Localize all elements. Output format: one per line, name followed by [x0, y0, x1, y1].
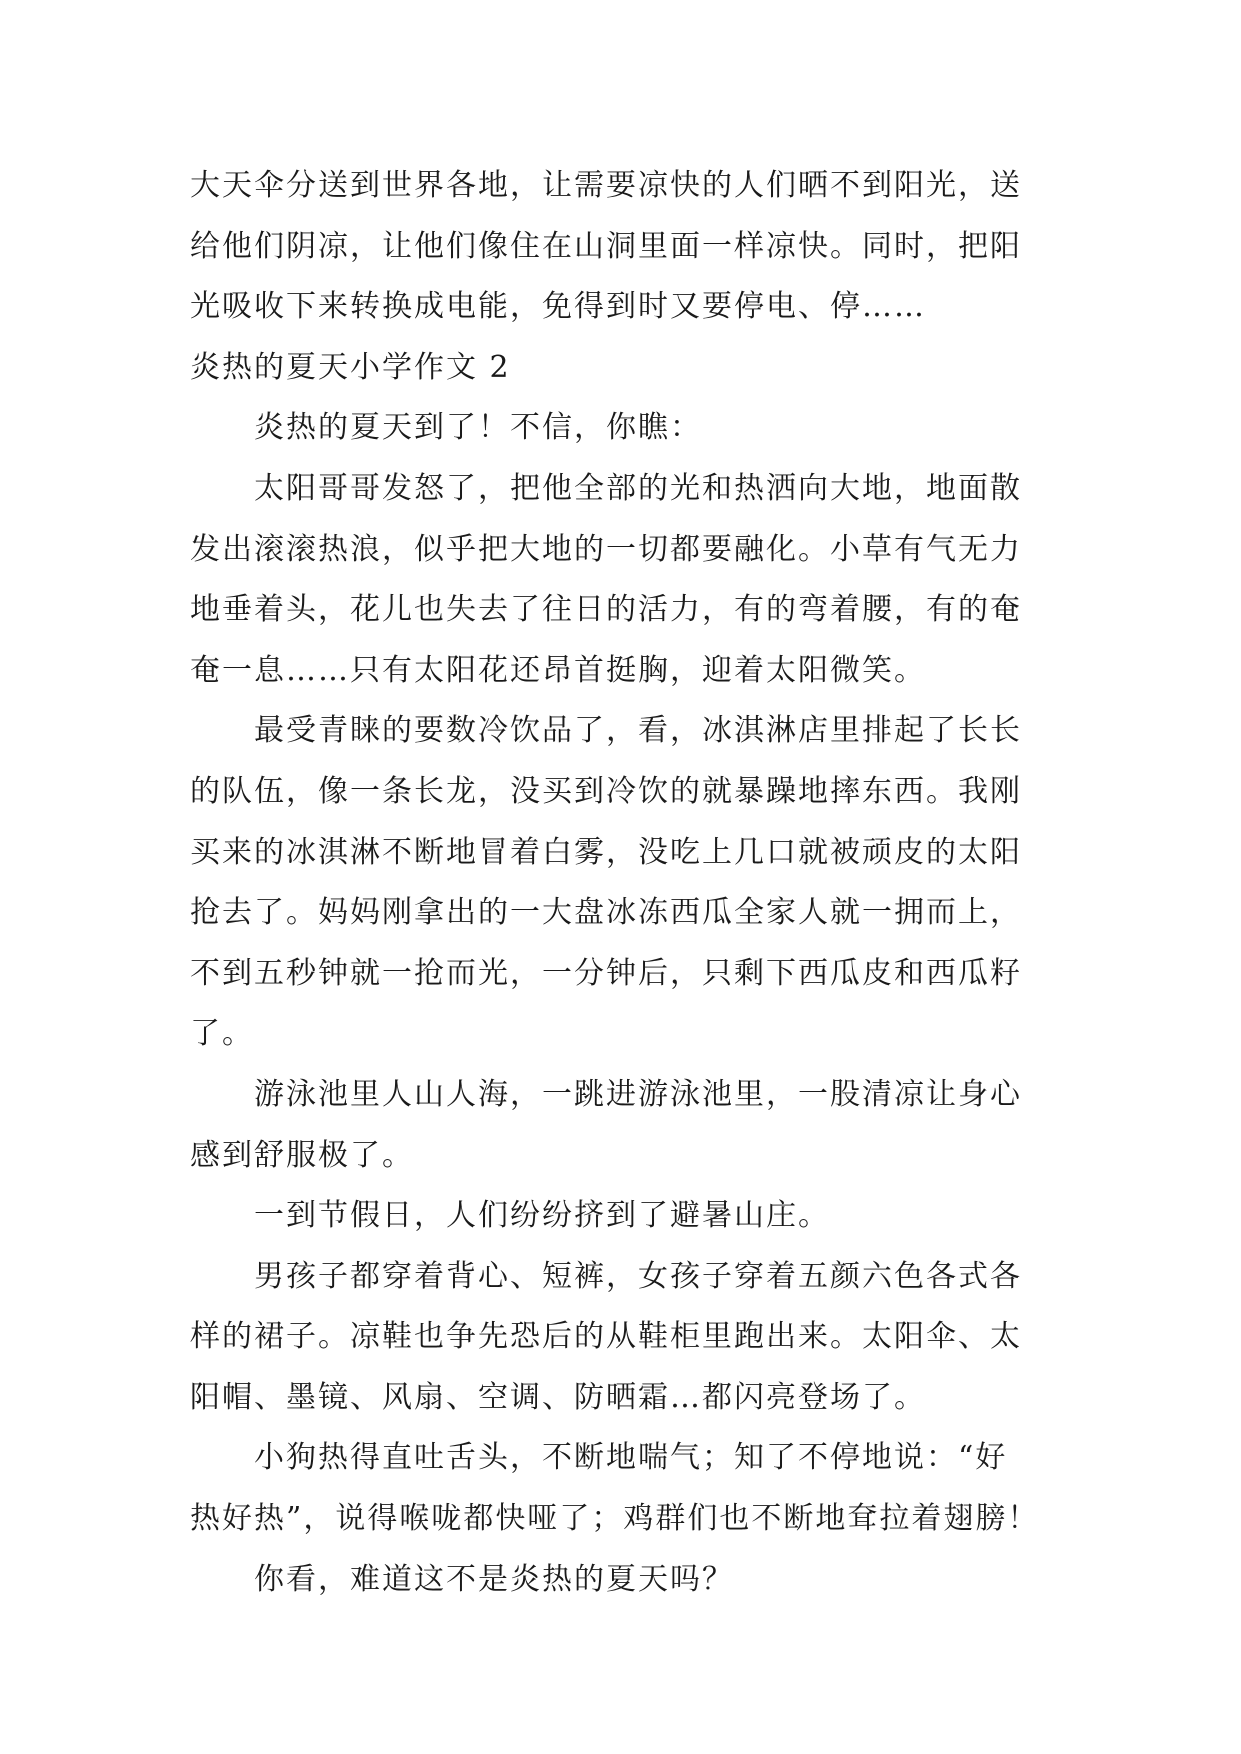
text-line: 给他们阴凉，让他们像住在山洞里面一样凉快。同时，把阳 [190, 228, 1022, 264]
text-line: 大天伞分送到世界各地，让需要凉快的人们晒不到阳光，送 [190, 168, 1022, 203]
text-line: 样的裙子。凉鞋也争先恐后的从鞋柜里跑出来。太阳伞、太 [190, 1319, 1022, 1355]
paragraph-first-line: 小狗热得直吐舌头，不断地喘气；知了不停地说：“好 [254, 1440, 1008, 1476]
text-line: 抢去了。妈妈刚拿出的一大盘冰冻西瓜全家人就一拥而上， [190, 895, 1022, 931]
text-line: 买来的冰淇淋不断地冒着白雾，没吃上几口就被顽皮的太阳 [190, 834, 1022, 870]
section-title: 炎热的夏天小学作文 2 [190, 349, 511, 385]
paragraph-first-line: 男孩子都穿着背心、短裤，女孩子穿着五颜六色各式各 [254, 1258, 1022, 1294]
paragraph-first-line: 游泳池里人山人海，一跳进游泳池里，一股清凉让身心 [254, 1076, 1022, 1112]
paragraph-first-line: 炎热的夏天到了！不信，你瞧： [254, 410, 702, 446]
text-line: 奄一息……只有太阳花还昂首挺胸，迎着太阳微笑。 [190, 652, 926, 688]
essay-body [190, 156, 1070, 1610]
paragraph-first-line: 你看，难道这不是炎热的夏天吗？ [254, 1561, 734, 1597]
text-line: 光吸收下来转换成电能，免得到时又要停电、停…… [190, 289, 926, 325]
text-line: 阳帽、墨镜、风扇、空调、防晒霜…都闪亮登场了。 [190, 1379, 926, 1415]
text-line: 了。 [190, 1016, 254, 1052]
paragraph-first-line: 太阳哥哥发怒了，把他全部的光和热洒向大地，地面散 [254, 470, 1022, 506]
text-line: 的队伍，像一条长龙，没买到冷饮的就暴躁地摔东西。我刚 [190, 773, 1022, 809]
paragraph-first-line: 一到节假日，人们纷纷挤到了避暑山庄。 [254, 1198, 830, 1234]
text-line: 感到舒服极了。 [190, 1137, 414, 1173]
text-line: 热好热”，说得喉咙都快哑了；鸡群们也不断地耷拉着翅膀！ [190, 1501, 1040, 1537]
paragraph-first-line: 最受青睐的要数冷饮品了，看，冰淇淋店里排起了长长 [254, 713, 1022, 749]
text-line: 地垂着头，花儿也失去了往日的活力，有的弯着腰，有的奄 [190, 592, 1022, 628]
text-line: 不到五秒钟就一抢而光，一分钟后，只剩下西瓜皮和西瓜籽 [190, 955, 1022, 991]
text-line: 发出滚滚热浪，似乎把大地的一切都要融化。小草有气无力 [190, 531, 1022, 567]
